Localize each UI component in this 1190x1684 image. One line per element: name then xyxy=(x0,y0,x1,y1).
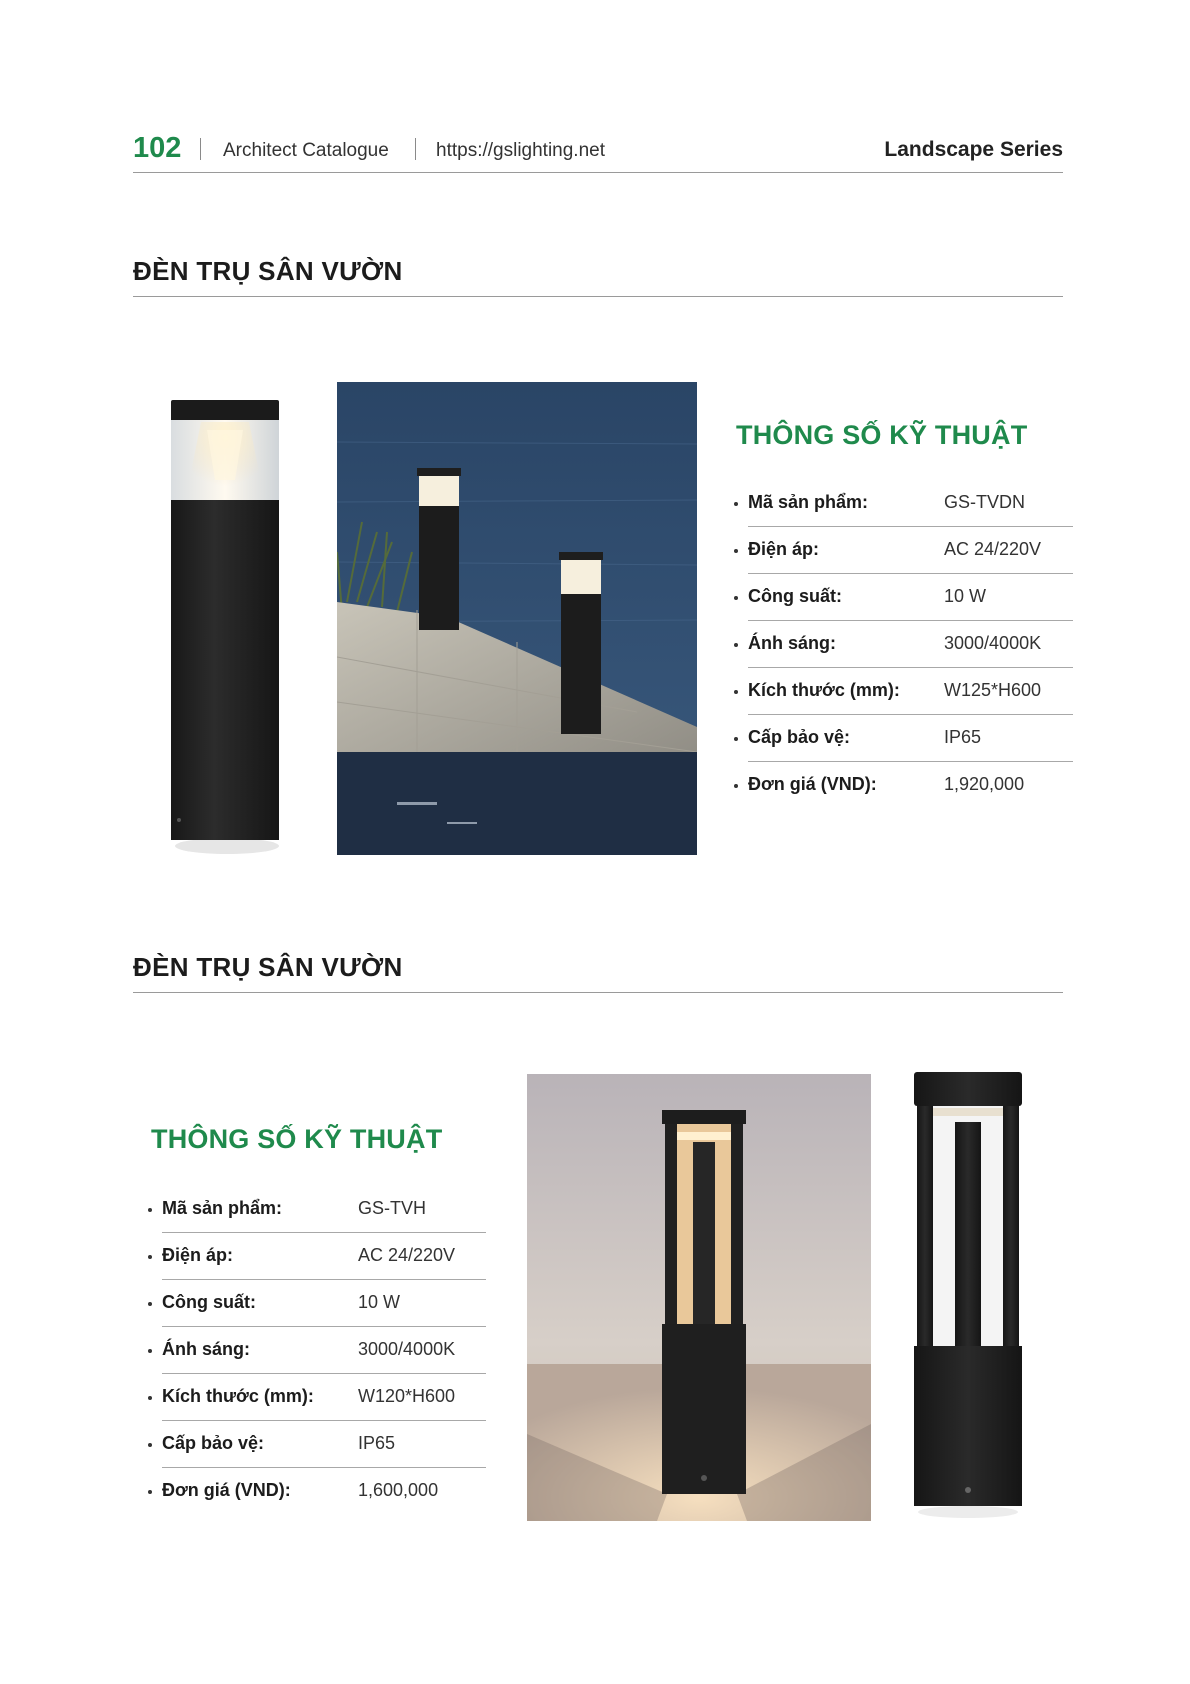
page-number: 102 xyxy=(133,132,182,164)
spec-label: Đơn giá (VND): xyxy=(748,774,877,794)
spec-value: IP65 xyxy=(358,1433,396,1453)
bullet-icon xyxy=(148,1208,152,1212)
bullet-icon xyxy=(148,1396,152,1400)
spec-value: 3000/4000K xyxy=(358,1339,456,1359)
spec-row xyxy=(748,762,1073,808)
spec-row xyxy=(162,1327,486,1374)
bullet-icon xyxy=(148,1349,152,1353)
scene-image-gs-tvh xyxy=(527,1074,871,1521)
spec-value: IP65 xyxy=(944,727,982,747)
site-url-link[interactable]: https://gslighting.net xyxy=(436,140,605,161)
spec-label: Cấp bảo vệ: xyxy=(748,727,851,747)
product-image-gs-tvh xyxy=(905,1072,1031,1522)
spec-label: Kích thước (mm): xyxy=(162,1386,314,1406)
spec-row xyxy=(748,621,1073,668)
spec-value: 10 W xyxy=(358,1292,401,1312)
catalogue-name: Architect Catalogue xyxy=(223,140,389,161)
spec-row xyxy=(748,527,1073,574)
bullet-icon xyxy=(148,1490,152,1494)
bullet-icon xyxy=(148,1255,152,1259)
series-name: Landscape Series xyxy=(884,138,1063,161)
product-image-gs-tvdn xyxy=(165,400,285,860)
spec-value: 1,920,000 xyxy=(944,774,1025,794)
spec-label: Ánh sáng: xyxy=(162,1339,250,1359)
spec-row xyxy=(162,1186,486,1233)
bullet-icon xyxy=(734,596,738,600)
spec-label: Công suất: xyxy=(162,1292,256,1312)
spec-row xyxy=(162,1468,486,1514)
bullet-icon xyxy=(734,784,738,788)
spec-row xyxy=(162,1280,486,1327)
spec-row xyxy=(748,715,1073,762)
spec-label: Điện áp: xyxy=(748,539,820,559)
page-header xyxy=(133,128,1063,173)
spec-value: GS-TVH xyxy=(358,1198,427,1218)
bullet-icon xyxy=(148,1302,152,1306)
spec-label: Kích thước (mm): xyxy=(748,680,900,700)
spec-label: Mã sản phẩm: xyxy=(748,492,869,512)
spec-title-2: THÔNG SỐ KỸ THUẬT xyxy=(151,1124,443,1154)
spec-label: Công suất: xyxy=(748,586,842,606)
header-divider xyxy=(415,138,416,160)
section-title-text: ĐÈN TRỤ SÂN VƯỜN xyxy=(133,256,403,286)
bullet-icon xyxy=(734,690,738,694)
spec-value: AC 24/220V xyxy=(358,1245,456,1265)
spec-value: 3000/4000K xyxy=(944,633,1042,653)
scene-image-gs-tvdn xyxy=(337,382,697,855)
spec-label: Điện áp: xyxy=(162,1245,234,1265)
bullet-icon xyxy=(148,1443,152,1447)
bullet-icon xyxy=(734,737,738,741)
spec-label: Cấp bảo vệ: xyxy=(162,1433,265,1453)
section-title-2 xyxy=(133,944,1063,993)
spec-title-1: THÔNG SỐ KỸ THUẬT xyxy=(736,420,1028,450)
spec-value: W125*H600 xyxy=(944,680,1042,700)
spec-list-gs-tvdn xyxy=(748,480,1073,808)
spec-value: 10 W xyxy=(944,586,987,606)
spec-value: W120*H600 xyxy=(358,1386,456,1406)
spec-label: Đơn giá (VND): xyxy=(162,1480,291,1500)
bullet-icon xyxy=(734,643,738,647)
header-divider xyxy=(200,138,201,160)
section-title-text: ĐÈN TRỤ SÂN VƯỜN xyxy=(133,952,403,982)
bullet-icon xyxy=(734,549,738,553)
spec-row xyxy=(748,574,1073,621)
spec-label: Mã sản phẩm: xyxy=(162,1198,283,1218)
spec-row xyxy=(162,1374,486,1421)
spec-value: GS-TVDN xyxy=(944,492,1025,512)
spec-row xyxy=(748,480,1073,527)
spec-row xyxy=(162,1421,486,1468)
section-title-1 xyxy=(133,248,1063,297)
bullet-icon xyxy=(734,502,738,506)
spec-list-gs-tvh xyxy=(162,1186,486,1514)
spec-value: AC 24/220V xyxy=(944,539,1042,559)
spec-row xyxy=(748,668,1073,715)
spec-value: 1,600,000 xyxy=(358,1480,439,1500)
spec-label: Ánh sáng: xyxy=(748,633,836,653)
spec-row xyxy=(162,1233,486,1280)
